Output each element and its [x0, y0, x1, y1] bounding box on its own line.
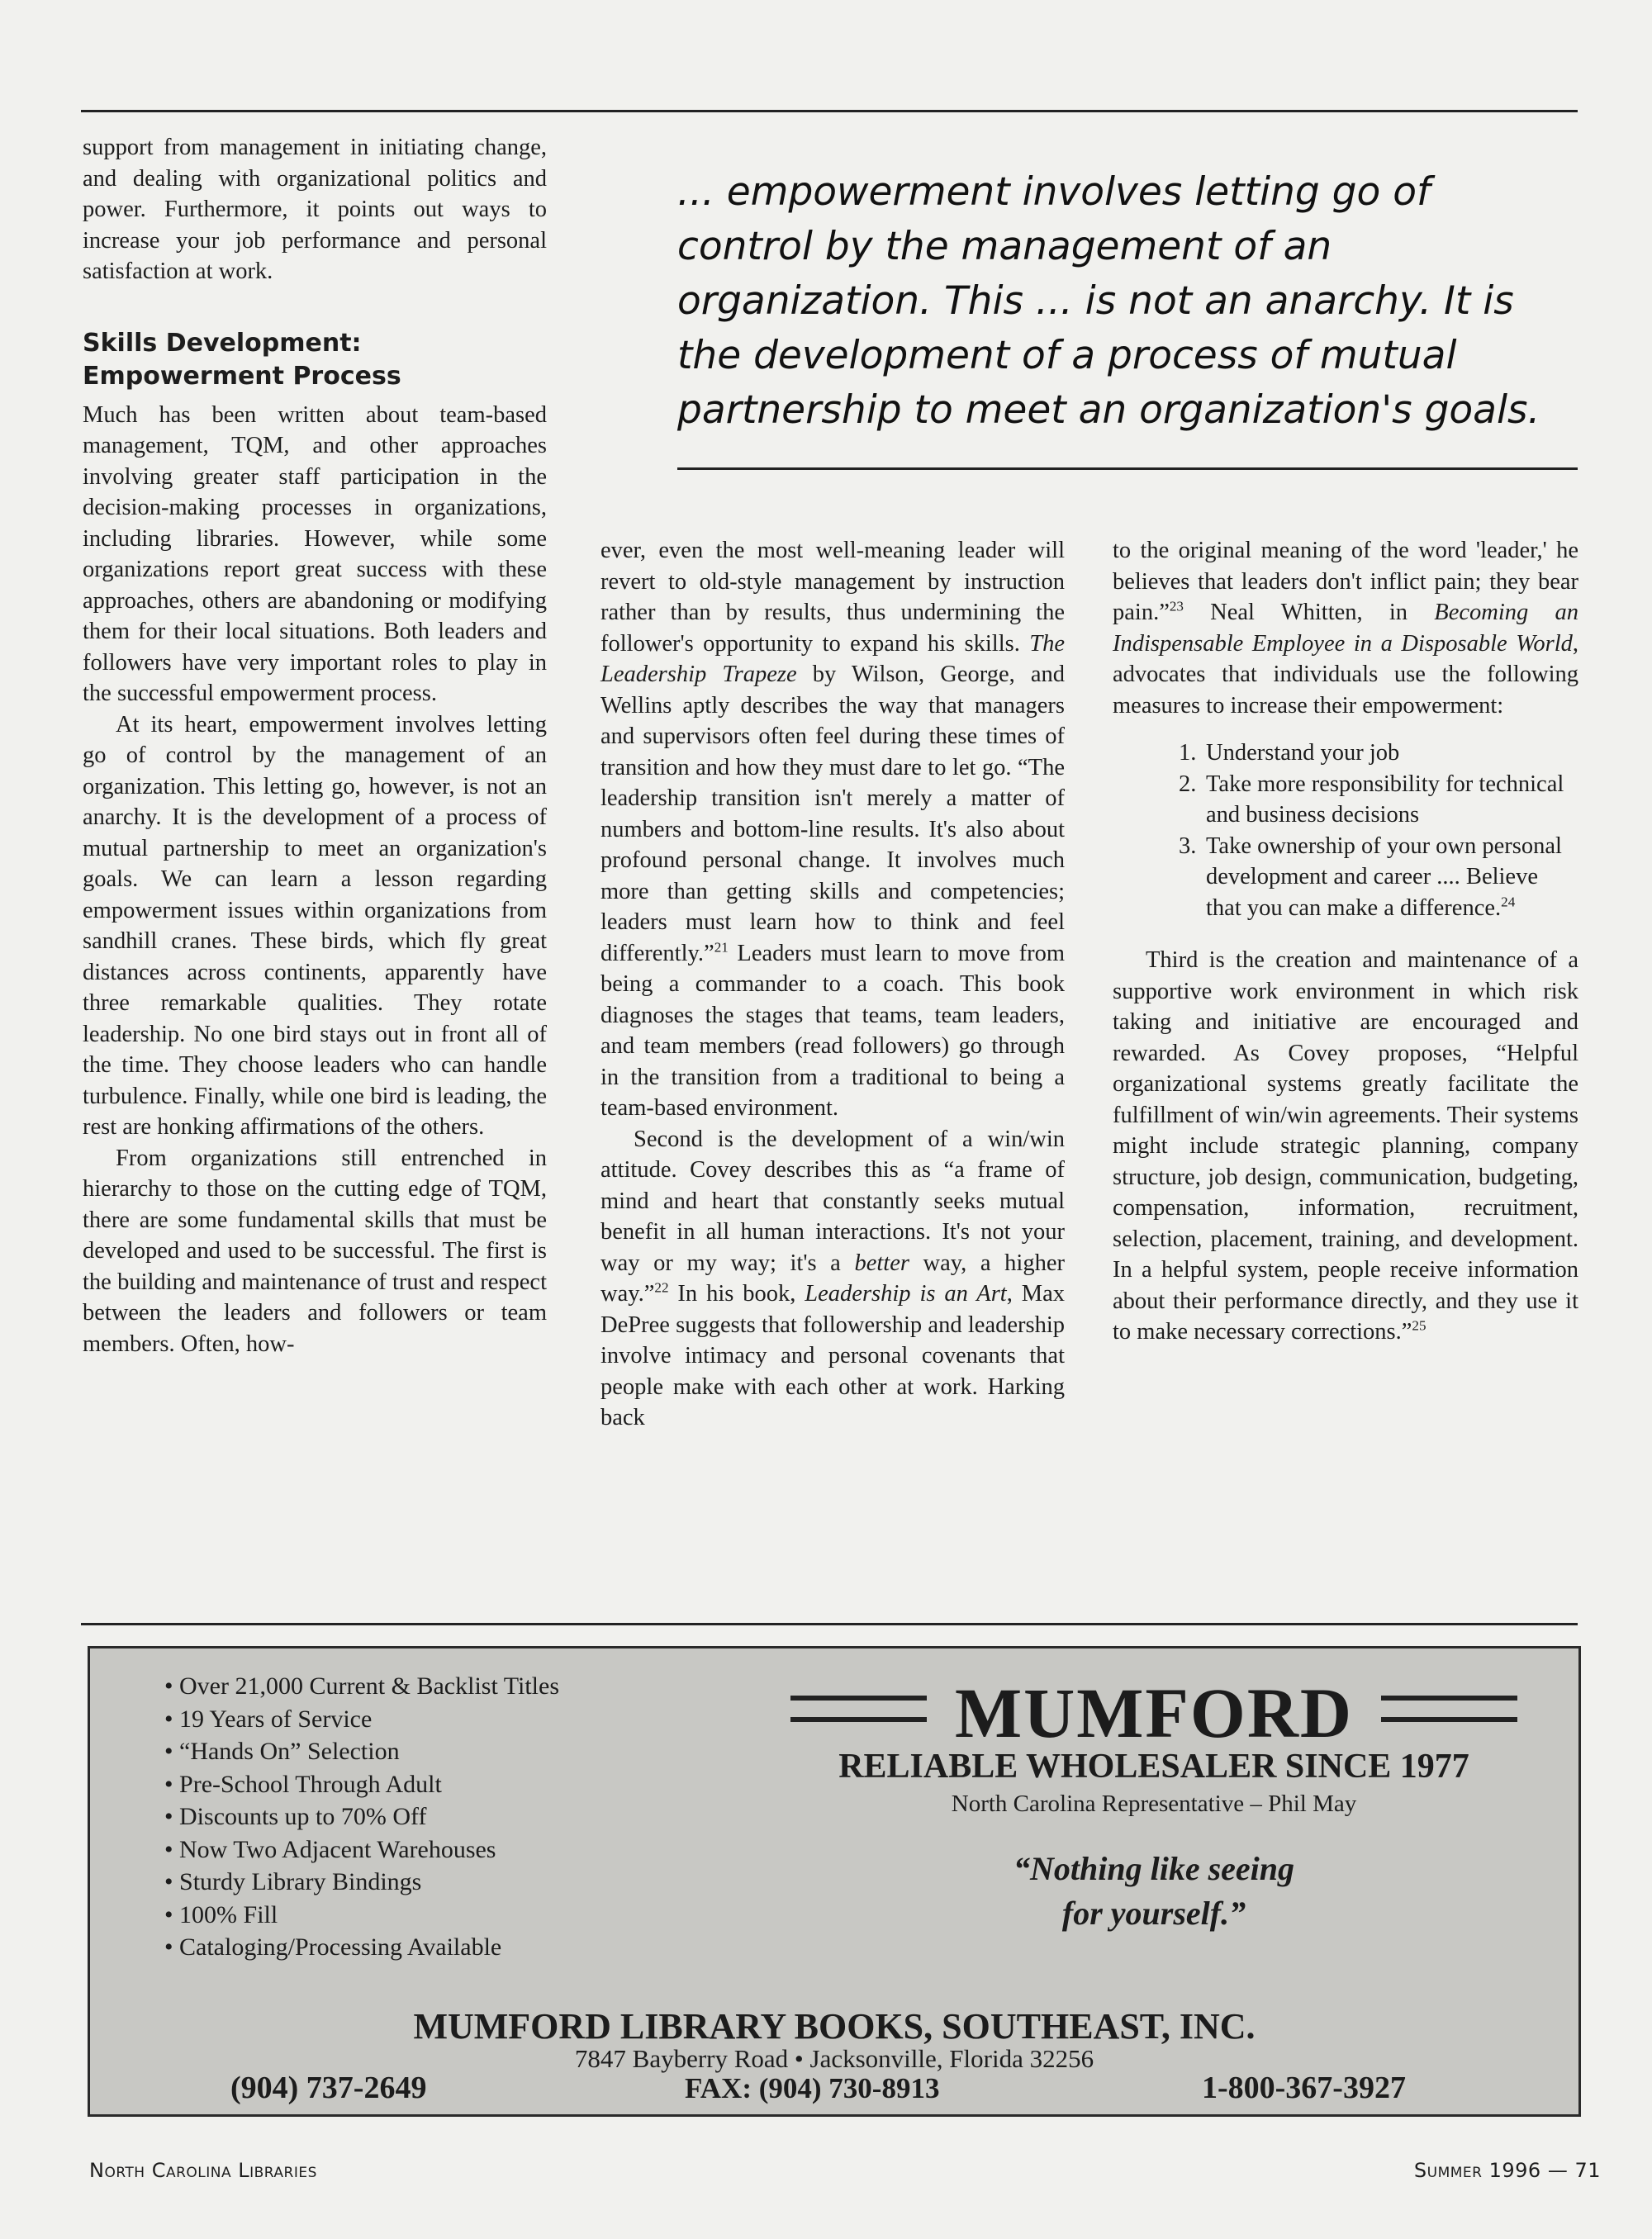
- ad-tagline: RELIABLE WHOLESALER SINCE 1977: [838, 1748, 1469, 1786]
- section-heading-line2: Empowerment Process: [83, 361, 401, 391]
- footnote-ref: 23: [1169, 598, 1184, 614]
- footnote-ref: 25: [1412, 1317, 1427, 1334]
- list-item: • Cataloging/Processing Available: [164, 1933, 502, 1961]
- text-run: Third is the creation and maintenance of a supportive work environment in which risk taking and initiative are encouraged and rewarded. As Covey proposes, “Helpful organizational systems greatly facilitate the fulfillment of win/win agreements. Their systems might include strategic planning, company structure, job design, communication, budgeting, compensation, information, recruitment, selection, placement, training, and development. In a helpful system, people receive information about their performance directly, and they use it to make necessary corrections.”: [1113, 947, 1578, 1345]
- advertisement-rule: [81, 1623, 1578, 1625]
- ad-feature: Discounts up to 70% Off: [179, 1803, 427, 1830]
- paragraph: [1113, 945, 1578, 1348]
- decorative-double-bar: [790, 1696, 927, 1739]
- list-item: [1113, 831, 1578, 924]
- footer-journal: North Carolina Libraries: [89, 2159, 317, 2182]
- ad-feature-list: [164, 1670, 559, 1964]
- column-1: [83, 132, 547, 1359]
- paragraph: support from management in initiating change, and dealing with organizational politics and power. Furthermore, it points out ways to increase your job performance and personal satisfaction at work.: [83, 135, 547, 284]
- decorative-double-bar: [1381, 1696, 1517, 1739]
- pull-quote: ... empowerment involves letting go of control by the management of an organization. This ... is not an anarchy. It is the development of a process of mutual partnership to meet an organization's goals.: [677, 169, 1540, 433]
- text-run: way, a higher way.”: [601, 1250, 1065, 1307]
- ad-address: 7847 Bayberry Road • Jacksonville, Florida 32256: [574, 2044, 1094, 2073]
- ad-phone: (904) 737-2649: [230, 2071, 427, 2105]
- book-title: The Leadership Trapeze: [601, 630, 1065, 687]
- paragraph: At its heart, empowerment involves letting go of control by the management of an organization. This letting go, however, is not an anarchy. It is the development of a process of mutual partnership to meet an organization's goals. We can learn a lesson regarding empowerment issues within organizations from sandhill cranes. These birds, which fly great distances across continents, apparently have three remarkable qualities. They rotate leadership. No one bird stays out in front all of the time. They choose leaders who can handle turbulence. Finally, while one bird is leading, the rest are honking affirmations of the others.: [83, 711, 547, 1140]
- text-run: , advocates that individuals use the following measures to increase their empowerment:: [1113, 630, 1578, 719]
- ad-feature: “Hands On” Selection: [179, 1738, 400, 1765]
- text-run: to the original meaning of the word 'leader,' he believes that leaders don't inflict pain; they bear pain.”: [1113, 538, 1578, 625]
- ad-feature: Pre-School Through Adult: [179, 1770, 442, 1798]
- text-run: by Wilson, George, and Wellins aptly describes the way that managers and supervisors often feel during these times of transition and how they must dare to let go. “The leadership transition isn't merely a matter of numbers and bottom-line results. It's also about profound personal change. It involves much more than getting skills and competencies; leaders must learn how to think and feel differently.”: [601, 662, 1065, 966]
- brand-name: MUMFORD: [954, 1673, 1354, 1753]
- text-run: ever, even the most well-meaning leader will revert to old-style management by instruction rather than by results, thus undermining the follower's opportunity to expand his skills.: [601, 538, 1065, 657]
- list-item: • “Hands On” Selection: [164, 1738, 400, 1765]
- ad-company-name: MUMFORD LIBRARY BOOKS, SOUTHEAST, INC.: [413, 2006, 1256, 2047]
- emphasis: better: [854, 1250, 909, 1276]
- column-3: [1113, 535, 1578, 1348]
- ad-slogan: [790, 1847, 1517, 1936]
- ad-tollfree: 1-800-367-3927: [1202, 2071, 1406, 2105]
- list-item: • Discounts up to 70% Off: [164, 1803, 427, 1830]
- paragraph: From organizations still entrenched in hierarchy to those on the cutting edge of TQM, there are some fundamental skills that must be developed and used to be successful. The first is the building and maintenance of trust and respect between the leaders and followers or team members. Often, how-: [83, 1145, 547, 1357]
- slogan-line: “Nothing like seeing: [1013, 1850, 1295, 1887]
- pull-quote-rule: [677, 467, 1578, 470]
- list-text: Understand your job: [1206, 740, 1400, 766]
- list-item: [1113, 769, 1578, 831]
- list-item: • Pre-School Through Adult: [164, 1770, 442, 1798]
- text-run: In his book,: [668, 1281, 805, 1307]
- book-title: Leadership is an Art: [805, 1281, 1007, 1307]
- footnote-ref: 21: [714, 939, 729, 955]
- ad-brand: [790, 1673, 1517, 1753]
- list-number: 2.: [1179, 771, 1197, 797]
- ad-feature: Now Two Adjacent Warehouses: [179, 1835, 496, 1863]
- list-item: • 19 Years of Service: [164, 1705, 373, 1733]
- ad-feature: Sturdy Library Bindings: [179, 1868, 422, 1895]
- paragraph: [601, 535, 1065, 1124]
- paragraph: Much has been written about team-based management, TQM, and other approaches involving greater staff participation in the decision-making processes in organizations, including libraries. However, while some organizations report great success with these approaches, others are abandoning or modifying them for their local situations. Both leaders and followers have very important roles to play in the successful empowerment process.: [83, 401, 547, 706]
- book-title: Becoming an Indispensable Employee in a Disposable World: [1113, 600, 1578, 657]
- text-run: Second is the development of a win/win attitude. Covey describes this as “a frame of mind and heart that constantly seeks mutual benefit in all human interactions. It's not your way or my way; it's a: [601, 1126, 1065, 1276]
- measures-list: [1113, 738, 1578, 923]
- list-text: Take ownership of your own personal development and career .... Believe that you can make a difference.: [1206, 833, 1562, 921]
- footnote-ref: 24: [1501, 894, 1516, 909]
- ad-fax: FAX: (904) 730-8913: [685, 2072, 940, 2104]
- ad-representative: North Carolina Representative – Phil May: [951, 1791, 1357, 1817]
- list-item: [1113, 738, 1578, 769]
- section-heading-line1: Skills Development:: [83, 328, 362, 358]
- text-run: Leaders must learn to move from being a commander to a coach. This book diagnoses the stages that teams, team leaders, and team members (read followers) go through in the transition from a traditional to being a team-based environment.: [601, 940, 1065, 1121]
- column-2: [601, 535, 1065, 1434]
- ad-feature: 100% Fill: [179, 1900, 278, 1928]
- list-item: • 100% Fill: [164, 1900, 278, 1928]
- paragraph: [1113, 535, 1578, 721]
- list-item: • Now Two Adjacent Warehouses: [164, 1835, 496, 1863]
- advertisement: [88, 1646, 1581, 2117]
- section-heading: [83, 327, 547, 393]
- ad-feature: Over 21,000 Current & Backlist Titles: [179, 1672, 560, 1700]
- footnote-ref: 22: [654, 1279, 669, 1296]
- list-item: • Over 21,000 Current & Backlist Titles: [164, 1672, 560, 1700]
- footer-issue-page: Summer 1996 — 71: [1413, 2159, 1601, 2182]
- text-run: Neal Whitten, in: [1183, 600, 1435, 625]
- ad-feature: 19 Years of Service: [179, 1705, 373, 1733]
- list-text: Take more responsibility for technical and business decisions: [1206, 771, 1564, 828]
- slogan-line: for yourself.”: [1061, 1895, 1246, 1932]
- text-run: , Max DePree suggests that followership and leadership involve intimacy and personal covenants that people make with each other at work. Harking back: [601, 1281, 1066, 1430]
- list-item: • Sturdy Library Bindings: [164, 1868, 422, 1895]
- top-rule: [81, 110, 1578, 112]
- paragraph: [601, 1124, 1065, 1434]
- list-number: 1.: [1179, 740, 1197, 766]
- ad-feature: Cataloging/Processing Available: [179, 1933, 502, 1961]
- list-number: 3.: [1179, 833, 1197, 859]
